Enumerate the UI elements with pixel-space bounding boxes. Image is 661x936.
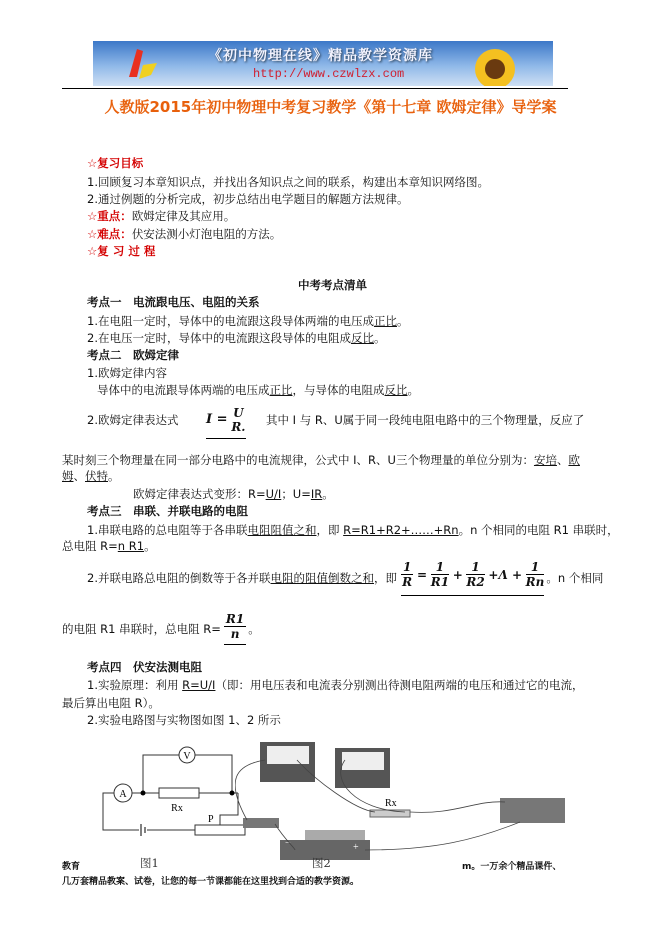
- logo-icon: [123, 47, 159, 81]
- difficult-label: ☆难点：: [87, 227, 132, 241]
- ammeter-label: A: [119, 789, 127, 800]
- footer-right: m。一万余个精品课件、: [462, 862, 562, 872]
- ohm-formula: I = U R.: [206, 404, 246, 439]
- slider-label: P: [208, 814, 214, 825]
- parallel-line: [87, 560, 603, 596]
- text-line: 导体中的电流跟导体两端的电压成正比，与导体的电阻成反比。: [97, 383, 419, 397]
- banner-url: http://www.czwlzx.com: [253, 67, 405, 81]
- goal-item: 1.回顾复习本章知识点，并找出各知识点之间的联系，构建出本章知识网络图。: [87, 175, 489, 189]
- text-line: 。n 个相同: [546, 571, 604, 585]
- text-line: 1.串联电路的总电阻等于各串联电阻阻值之和，即 R=R1+R2+……+Rn。n 个相同的电阻 R1 串联时，: [87, 523, 619, 537]
- voltmeter-label: V: [183, 751, 191, 762]
- apparatus-photo: [235, 740, 575, 860]
- footer-left: 教育: [62, 862, 81, 872]
- figure1-caption: 图1: [140, 856, 159, 870]
- goals-heading: ☆复习目标: [87, 156, 144, 170]
- key-point: [87, 208, 235, 224]
- photo-resistor-label: Rx: [385, 798, 397, 809]
- figure2-caption: 图2: [312, 856, 331, 870]
- section-heading: 考点三 串联、并联电路的电阻: [87, 504, 248, 518]
- plus-label: +: [353, 842, 359, 853]
- section-heading: 考点一 电流跟电压、电阻的关系: [87, 295, 260, 309]
- text-line: 最后算出电阻 R）。: [62, 696, 160, 710]
- text-line: 总电阻 R=n R1。: [62, 539, 156, 553]
- section-heading: 考点二 欧姆定律: [87, 348, 179, 362]
- key-label: ☆重点：: [87, 209, 132, 223]
- minus-label: −: [285, 838, 291, 849]
- text-line: 1.欧姆定律内容: [87, 366, 167, 380]
- list-title: 中考考点清单: [298, 278, 367, 292]
- difficult-text: 伏安法测小灯泡电阻的方法。: [131, 227, 282, 241]
- parallel-formula: $\frac{1}{R}$ = $\frac{1}{R1}$ + $\frac{1}{R2}$ +Λ + $\frac{1}{Rn}$: [401, 560, 544, 596]
- series-line: [62, 612, 260, 645]
- footer-line2: 几万套精品教案、试卷，让您的每一节课都能在这里找到合适的教学资源。: [62, 877, 360, 887]
- key-text: 欧姆定律及其应用。: [131, 209, 236, 223]
- text-line: 2.欧姆定律表达式: [87, 413, 179, 427]
- banner-title: 《初中物理在线》精品教学资源库: [208, 48, 433, 64]
- text-line: 。: [248, 621, 260, 636]
- section-heading: 考点四 伏安法测电阻: [87, 660, 202, 674]
- text-line: 2.并联电路总电阻的倒数等于各并联电阻的阻值倒数之和，即: [87, 571, 397, 585]
- text-line: 其中 I 与 R、U属于同一段纯电阻电路中的三个物理量，反应了: [266, 413, 585, 427]
- header-rule: [62, 88, 568, 89]
- text-line: 1.实验原理：利用 R=U/I（即：用电压表和电流表分别测出待测电阻两端的电压和通过它的电流，: [87, 678, 584, 692]
- text-line: 欧姆定律表达式变形：R=U/I；U=IR。: [133, 487, 334, 501]
- text-line: 的电阻 R1 串联时，总电阻 R=: [62, 621, 221, 636]
- text-line: 2.在电压一定时，导体中的电流跟这段导体的电阻成反比。: [87, 331, 386, 345]
- sunflower-icon: [463, 45, 523, 86]
- text-line: 某时刻三个物理量在同一部分电路中的电流规律，公式中 I、R、U三个物理量的单位分别为：安培、欧: [62, 453, 580, 467]
- circuit-diagram: [95, 745, 255, 845]
- text-line: 2.实验电路图与实物图如图 1、2 所示: [87, 713, 281, 727]
- text-line: 1.在电阻一定时，导体中的电流跟这段导体两端的电压成正比。: [87, 314, 409, 328]
- resistor-label: Rx: [171, 803, 183, 814]
- site-banner: [93, 41, 553, 86]
- document-title: 人教版2015年初中物理中考复习教学《第十七章 欧姆定律》导学案: [104, 98, 557, 116]
- difficult-point: [87, 226, 281, 242]
- text-line: 姆、伏特。: [62, 469, 120, 483]
- goal-item: 2.通过例题的分析完成，初步总结出电学题目的解题方法规律。: [87, 192, 409, 206]
- series-formula: $\frac{R1}{n}$: [224, 612, 246, 645]
- process-heading: ☆复 习 过 程: [87, 244, 156, 258]
